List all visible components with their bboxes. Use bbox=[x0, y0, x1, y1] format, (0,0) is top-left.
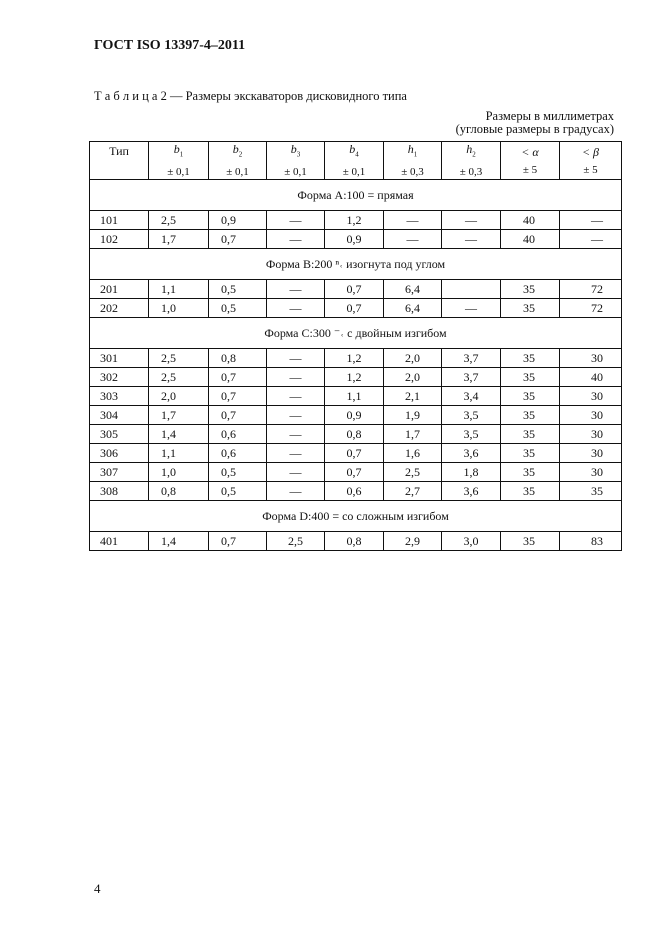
cell-alpha: 35 bbox=[501, 280, 560, 299]
cell-alpha: 35 bbox=[501, 387, 560, 406]
cell-h2: 3,7 bbox=[442, 368, 501, 387]
cell-b1: 2,0 bbox=[149, 387, 209, 406]
cell-b1: 1,4 bbox=[149, 425, 209, 444]
cell-b1: 1,0 bbox=[149, 299, 209, 318]
form-group-row bbox=[90, 318, 622, 349]
header-b2-symbol: b bbox=[232, 142, 239, 156]
header-b4 bbox=[325, 142, 384, 180]
table-row bbox=[90, 482, 622, 501]
cell-type: 102 bbox=[90, 230, 149, 249]
table-row bbox=[90, 444, 622, 463]
cell-beta: 83 bbox=[560, 532, 622, 551]
table-row bbox=[90, 368, 622, 387]
cell-b2: 0,7 bbox=[209, 387, 267, 406]
cell-beta: 30 bbox=[560, 463, 622, 482]
cell-h2: 3,5 bbox=[442, 425, 501, 444]
form-group-row bbox=[90, 501, 622, 532]
cell-b3: — bbox=[267, 482, 325, 501]
header-h2 bbox=[442, 142, 501, 180]
header-type bbox=[90, 142, 149, 180]
header-beta bbox=[560, 142, 622, 180]
cell-b1: 2,5 bbox=[149, 368, 209, 387]
cell-h1: 2,7 bbox=[384, 482, 442, 501]
table-body bbox=[90, 180, 622, 551]
table-row bbox=[90, 211, 622, 230]
cell-b2: 0,5 bbox=[209, 463, 267, 482]
header-b1 bbox=[149, 142, 209, 180]
cell-h2: — bbox=[442, 299, 501, 318]
header-b2 bbox=[209, 142, 267, 180]
cell-type: 303 bbox=[90, 387, 149, 406]
cell-b1: 1,4 bbox=[149, 532, 209, 551]
cell-b3: — bbox=[267, 299, 325, 318]
cell-b4: 0,7 bbox=[325, 280, 384, 299]
cell-b3: — bbox=[267, 368, 325, 387]
cell-h2 bbox=[442, 280, 501, 299]
header-b1-symbol: b bbox=[173, 142, 180, 156]
header-b3 bbox=[267, 142, 325, 180]
header-type-label: Тип bbox=[109, 144, 129, 159]
cell-type: 305 bbox=[90, 425, 149, 444]
cell-b1: 1,1 bbox=[149, 280, 209, 299]
header-beta-symbol: < β bbox=[581, 144, 600, 159]
cell-b3: — bbox=[267, 406, 325, 425]
cell-beta: 72 bbox=[560, 280, 622, 299]
header-h1 bbox=[384, 142, 442, 180]
cell-h2: 3,7 bbox=[442, 349, 501, 368]
table-row bbox=[90, 280, 622, 299]
cell-type: 202 bbox=[90, 299, 149, 318]
dimensions-table bbox=[89, 141, 622, 551]
cell-h2: 3,6 bbox=[442, 444, 501, 463]
cell-h2: 1,8 bbox=[442, 463, 501, 482]
cell-b1: 1,7 bbox=[149, 230, 209, 249]
cell-beta: 35 bbox=[560, 482, 622, 501]
cell-beta: 30 bbox=[560, 444, 622, 463]
cell-alpha: 35 bbox=[501, 299, 560, 318]
units-note bbox=[456, 110, 614, 136]
header-h2-tolerance: ± 0,3 bbox=[459, 166, 483, 179]
cell-b1: 1,7 bbox=[149, 406, 209, 425]
cell-h1: 1,7 bbox=[384, 425, 442, 444]
cell-h2: 3,4 bbox=[442, 387, 501, 406]
cell-type: 308 bbox=[90, 482, 149, 501]
cell-b1: 2,5 bbox=[149, 211, 209, 230]
table-row bbox=[90, 463, 622, 482]
cell-h1: 6,4 bbox=[384, 280, 442, 299]
cell-h1: 2,1 bbox=[384, 387, 442, 406]
cell-alpha: 40 bbox=[501, 211, 560, 230]
cell-b3: — bbox=[267, 211, 325, 230]
cell-h1: 6,4 bbox=[384, 299, 442, 318]
cell-beta: 30 bbox=[560, 349, 622, 368]
cell-h1: 1,9 bbox=[384, 406, 442, 425]
form-group-title: Форма C:300 ⁻˓ с двойным изгибом bbox=[90, 318, 622, 349]
cell-h1: — bbox=[384, 230, 442, 249]
header-b4-tolerance: ± 0,1 bbox=[342, 166, 366, 179]
cell-b2: 0,7 bbox=[209, 406, 267, 425]
cell-b2: 0,5 bbox=[209, 280, 267, 299]
header-alpha-tolerance: ± 5 bbox=[522, 163, 538, 176]
form-group-title: Форма B:200 ⁿ˓ изогнута под углом bbox=[90, 249, 622, 280]
cell-b3: — bbox=[267, 349, 325, 368]
cell-type: 101 bbox=[90, 211, 149, 230]
cell-alpha: 35 bbox=[501, 482, 560, 501]
cell-b4: 0,8 bbox=[325, 425, 384, 444]
cell-type: 201 bbox=[90, 280, 149, 299]
cell-b4: 0,8 bbox=[325, 532, 384, 551]
cell-b4: 0,7 bbox=[325, 463, 384, 482]
cell-b4: 1,1 bbox=[325, 387, 384, 406]
cell-type: 302 bbox=[90, 368, 149, 387]
cell-h2: — bbox=[442, 211, 501, 230]
cell-beta: 30 bbox=[560, 425, 622, 444]
cell-type: 304 bbox=[90, 406, 149, 425]
header-b2-sub: 2 bbox=[238, 150, 243, 159]
cell-h2: 3,0 bbox=[442, 532, 501, 551]
cell-beta: 30 bbox=[560, 387, 622, 406]
cell-alpha: 35 bbox=[501, 349, 560, 368]
cell-type: 401 bbox=[90, 532, 149, 551]
cell-b3: — bbox=[267, 230, 325, 249]
cell-b3: — bbox=[267, 280, 325, 299]
cell-b3: — bbox=[267, 444, 325, 463]
cell-b1: 0,8 bbox=[149, 482, 209, 501]
cell-alpha: 35 bbox=[501, 444, 560, 463]
cell-h1: 2,0 bbox=[384, 349, 442, 368]
cell-b4: 0,9 bbox=[325, 406, 384, 425]
cell-b2: 0,5 bbox=[209, 299, 267, 318]
cell-alpha: 35 bbox=[501, 425, 560, 444]
cell-b2: 0,7 bbox=[209, 532, 267, 551]
cell-b2: 0,9 bbox=[209, 211, 267, 230]
cell-b1: 1,1 bbox=[149, 444, 209, 463]
header-b2-tolerance: ± 0,1 bbox=[226, 166, 249, 179]
cell-beta: — bbox=[560, 211, 622, 230]
document-code: ГОСТ ISO 13397-4–2011 bbox=[94, 38, 246, 53]
header-h1-symbol: h bbox=[407, 142, 414, 156]
header-h2-sub: 2 bbox=[472, 150, 476, 159]
table-row bbox=[90, 349, 622, 368]
cell-b2: 0,6 bbox=[209, 425, 267, 444]
table-row bbox=[90, 299, 622, 318]
cell-h2: 3,5 bbox=[442, 406, 501, 425]
cell-h2: — bbox=[442, 230, 501, 249]
table-caption: Т а б л и ц а 2 — Размеры экскаваторов дисковидного типа bbox=[94, 89, 407, 103]
header-b4-symbol: b bbox=[349, 142, 356, 156]
page-number: 4 bbox=[94, 881, 101, 896]
cell-h2: 3,6 bbox=[442, 482, 501, 501]
cell-h1: 2,5 bbox=[384, 463, 442, 482]
cell-b4: 1,2 bbox=[325, 368, 384, 387]
header-b1-sub: 1 bbox=[179, 150, 184, 159]
header-b4-sub: 4 bbox=[355, 150, 359, 159]
cell-alpha: 35 bbox=[501, 368, 560, 387]
table-row bbox=[90, 406, 622, 425]
units-line-mm: Размеры в миллиметрах bbox=[485, 109, 614, 123]
form-group-row bbox=[90, 249, 622, 280]
cell-b4: 0,7 bbox=[325, 444, 384, 463]
cell-alpha: 35 bbox=[501, 463, 560, 482]
cell-b1: 1,0 bbox=[149, 463, 209, 482]
header-alpha-symbol: < α bbox=[521, 144, 539, 159]
cell-h1: — bbox=[384, 211, 442, 230]
cell-b4: 0,6 bbox=[325, 482, 384, 501]
cell-h1: 2,9 bbox=[384, 532, 442, 551]
header-beta-tolerance: ± 5 bbox=[583, 163, 598, 176]
table-row bbox=[90, 387, 622, 406]
cell-b4: 0,9 bbox=[325, 230, 384, 249]
cell-b3: 2,5 bbox=[267, 532, 325, 551]
header-alpha bbox=[501, 142, 560, 180]
header-b3-sub: 3 bbox=[296, 150, 301, 159]
table-row bbox=[90, 425, 622, 444]
cell-b3: — bbox=[267, 463, 325, 482]
form-group-title: Форма A:100 = прямая bbox=[90, 180, 622, 211]
cell-type: 307 bbox=[90, 463, 149, 482]
header-h2-symbol: h bbox=[466, 142, 473, 156]
table-row bbox=[90, 230, 622, 249]
cell-type: 306 bbox=[90, 444, 149, 463]
cell-alpha: 35 bbox=[501, 406, 560, 425]
header-h1-sub: 1 bbox=[413, 150, 418, 159]
cell-b3: — bbox=[267, 387, 325, 406]
table-row bbox=[90, 532, 622, 551]
cell-b2: 0,6 bbox=[209, 444, 267, 463]
table-header-row bbox=[90, 142, 622, 180]
cell-b3: — bbox=[267, 425, 325, 444]
cell-b4: 0,7 bbox=[325, 299, 384, 318]
cell-b2: 0,7 bbox=[209, 368, 267, 387]
cell-type: 301 bbox=[90, 349, 149, 368]
cell-beta: 30 bbox=[560, 406, 622, 425]
cell-b4: 1,2 bbox=[325, 349, 384, 368]
header-b3-tolerance: ± 0,1 bbox=[284, 166, 307, 179]
cell-beta: — bbox=[560, 230, 622, 249]
cell-b4: 1,2 bbox=[325, 211, 384, 230]
units-line-degrees: (угловые размеры в градусах) bbox=[455, 122, 614, 136]
header-b3-symbol: b bbox=[290, 142, 297, 156]
cell-b2: 0,7 bbox=[209, 230, 267, 249]
header-h1-tolerance: ± 0,3 bbox=[401, 166, 424, 179]
cell-beta: 40 bbox=[560, 368, 622, 387]
cell-b1: 2,5 bbox=[149, 349, 209, 368]
cell-h1: 1,6 bbox=[384, 444, 442, 463]
form-group-row bbox=[90, 180, 622, 211]
cell-h1: 2,0 bbox=[384, 368, 442, 387]
form-group-title: Форма D:400 = со сложным изгибом bbox=[90, 501, 622, 532]
cell-b2: 0,5 bbox=[209, 482, 267, 501]
cell-alpha: 35 bbox=[501, 532, 560, 551]
header-b1-tolerance: ± 0,1 bbox=[167, 166, 190, 179]
cell-b2: 0,8 bbox=[209, 349, 267, 368]
cell-beta: 72 bbox=[560, 299, 622, 318]
cell-alpha: 40 bbox=[501, 230, 560, 249]
